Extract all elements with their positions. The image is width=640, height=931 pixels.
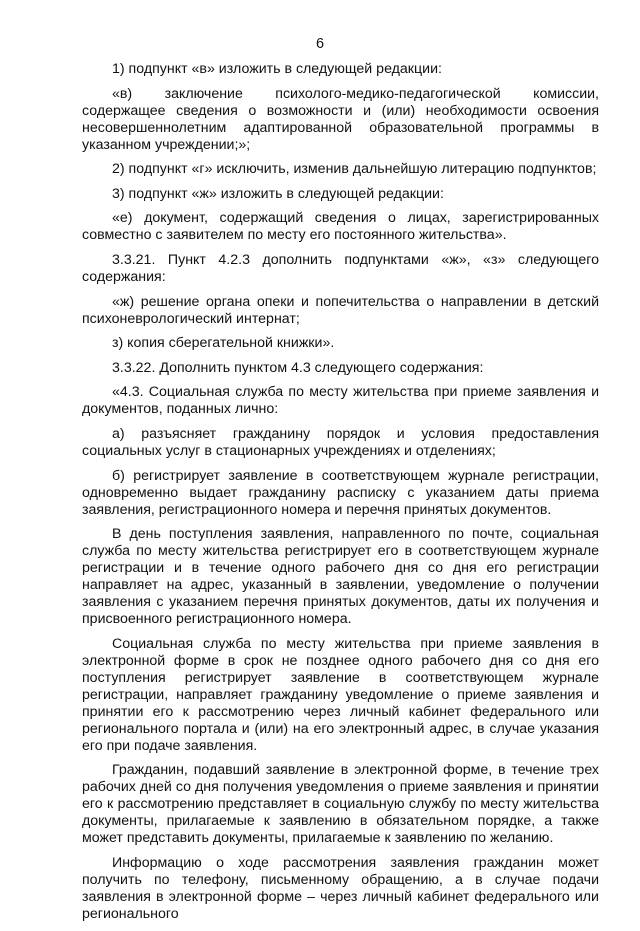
paragraph-status-information: Информацию о ходе рассмотрения заявления гражданин может получить по телефону, письменному обращению, а в случае подачи заявления в электронной форме – через личный кабинет федерального или регионального [82,854,599,922]
paragraph-subpoint-3: 3) подпункт «ж» изложить в следующей редакции: [112,185,444,202]
paragraph-item-b: б) регистрирует заявление в соответствующем журнале регистрации, одновременно выдает гражданину расписку с указанием даты приема заявления, регистрационного номера и перечня принятых документов. [82,467,599,518]
paragraph-postal-submission: В день поступления заявления, направленного по почте, социальная служба по месту жительства регистрирует его в соответствующем журнале регистрации и в течение одного рабочего дня со дня его регистрации направляет на адрес, указанный в заявлении, уведомление о получении заявления с указанием перечня принятых документов, даты их получения и присвоенного регистрационного номера. [82,526,599,628]
document-body [82,61,599,931]
paragraph-3-3-22: 3.3.22. Дополнить пунктом 4.3 следующего содержания: [112,359,484,376]
paragraph-4-3: «4.3. Социальная служба по месту жительства при приеме заявления и документов, поданных лично: [82,384,599,418]
paragraph-electronic-submission: Социальная служба по месту жительства при приеме заявления в электронной форме в срок не позднее одного рабочего дня со дня его поступления регистрирует заявление в соответствующем журнале регистрации, направляет гражданину уведомление о приеме заявления и принятии его к рассмотрению через личный кабинет федерального или регионального портала и (или) на его электронный адрес, в случае указания его при подаче заявления. [82,635,599,754]
paragraph-3-3-21: 3.3.21. Пункт 4.2.3 дополнить подпунктами «ж», «з» следующего содержания: [82,251,599,285]
paragraph-quote-v: «в) заключение психолого-медико-педагогической комиссии, содержащее сведения о возможности и (или) необходимости освоения несовершеннолетним адаптированной образовательной программы в указанном учреждении;»; [82,85,599,153]
paragraph-quote-e: «е) документ, содержащий сведения о лицах, зарегистрированных совместно с заявителем по месту его постоянного жительства». [82,210,599,244]
paragraph-quote-zh: «ж) решение органа опеки и попечительства о направлении в детский психоневрологический интернат; [82,293,599,327]
paragraph-subpoint-1: 1) подпункт «в» изложить в следующей редакции: [112,61,442,77]
paragraph-citizen-documents: Гражданин, подавший заявление в электронной форме, в течение трех рабочих дней со дня получения уведомления о приеме заявления и принятии его к рассмотрению представляет в социальную службу по месту жительства документы, прилагаемые к заявлению в обязательном порядке, а также может представить документы, прилагаемые к заявлению по желанию. [82,762,599,847]
page-number: 6 [315,36,325,52]
paragraph-subpoint-2: 2) подпункт «г» исключить, изменив дальнейшую литерацию подпунктов; [112,161,597,178]
paragraph-quote-z: з) копия сберегательной книжки». [112,335,335,352]
paragraph-item-a: а) разъясняет гражданину порядок и условия предоставления социальных услуг в стационарных учреждениях и отделениях; [82,425,599,459]
